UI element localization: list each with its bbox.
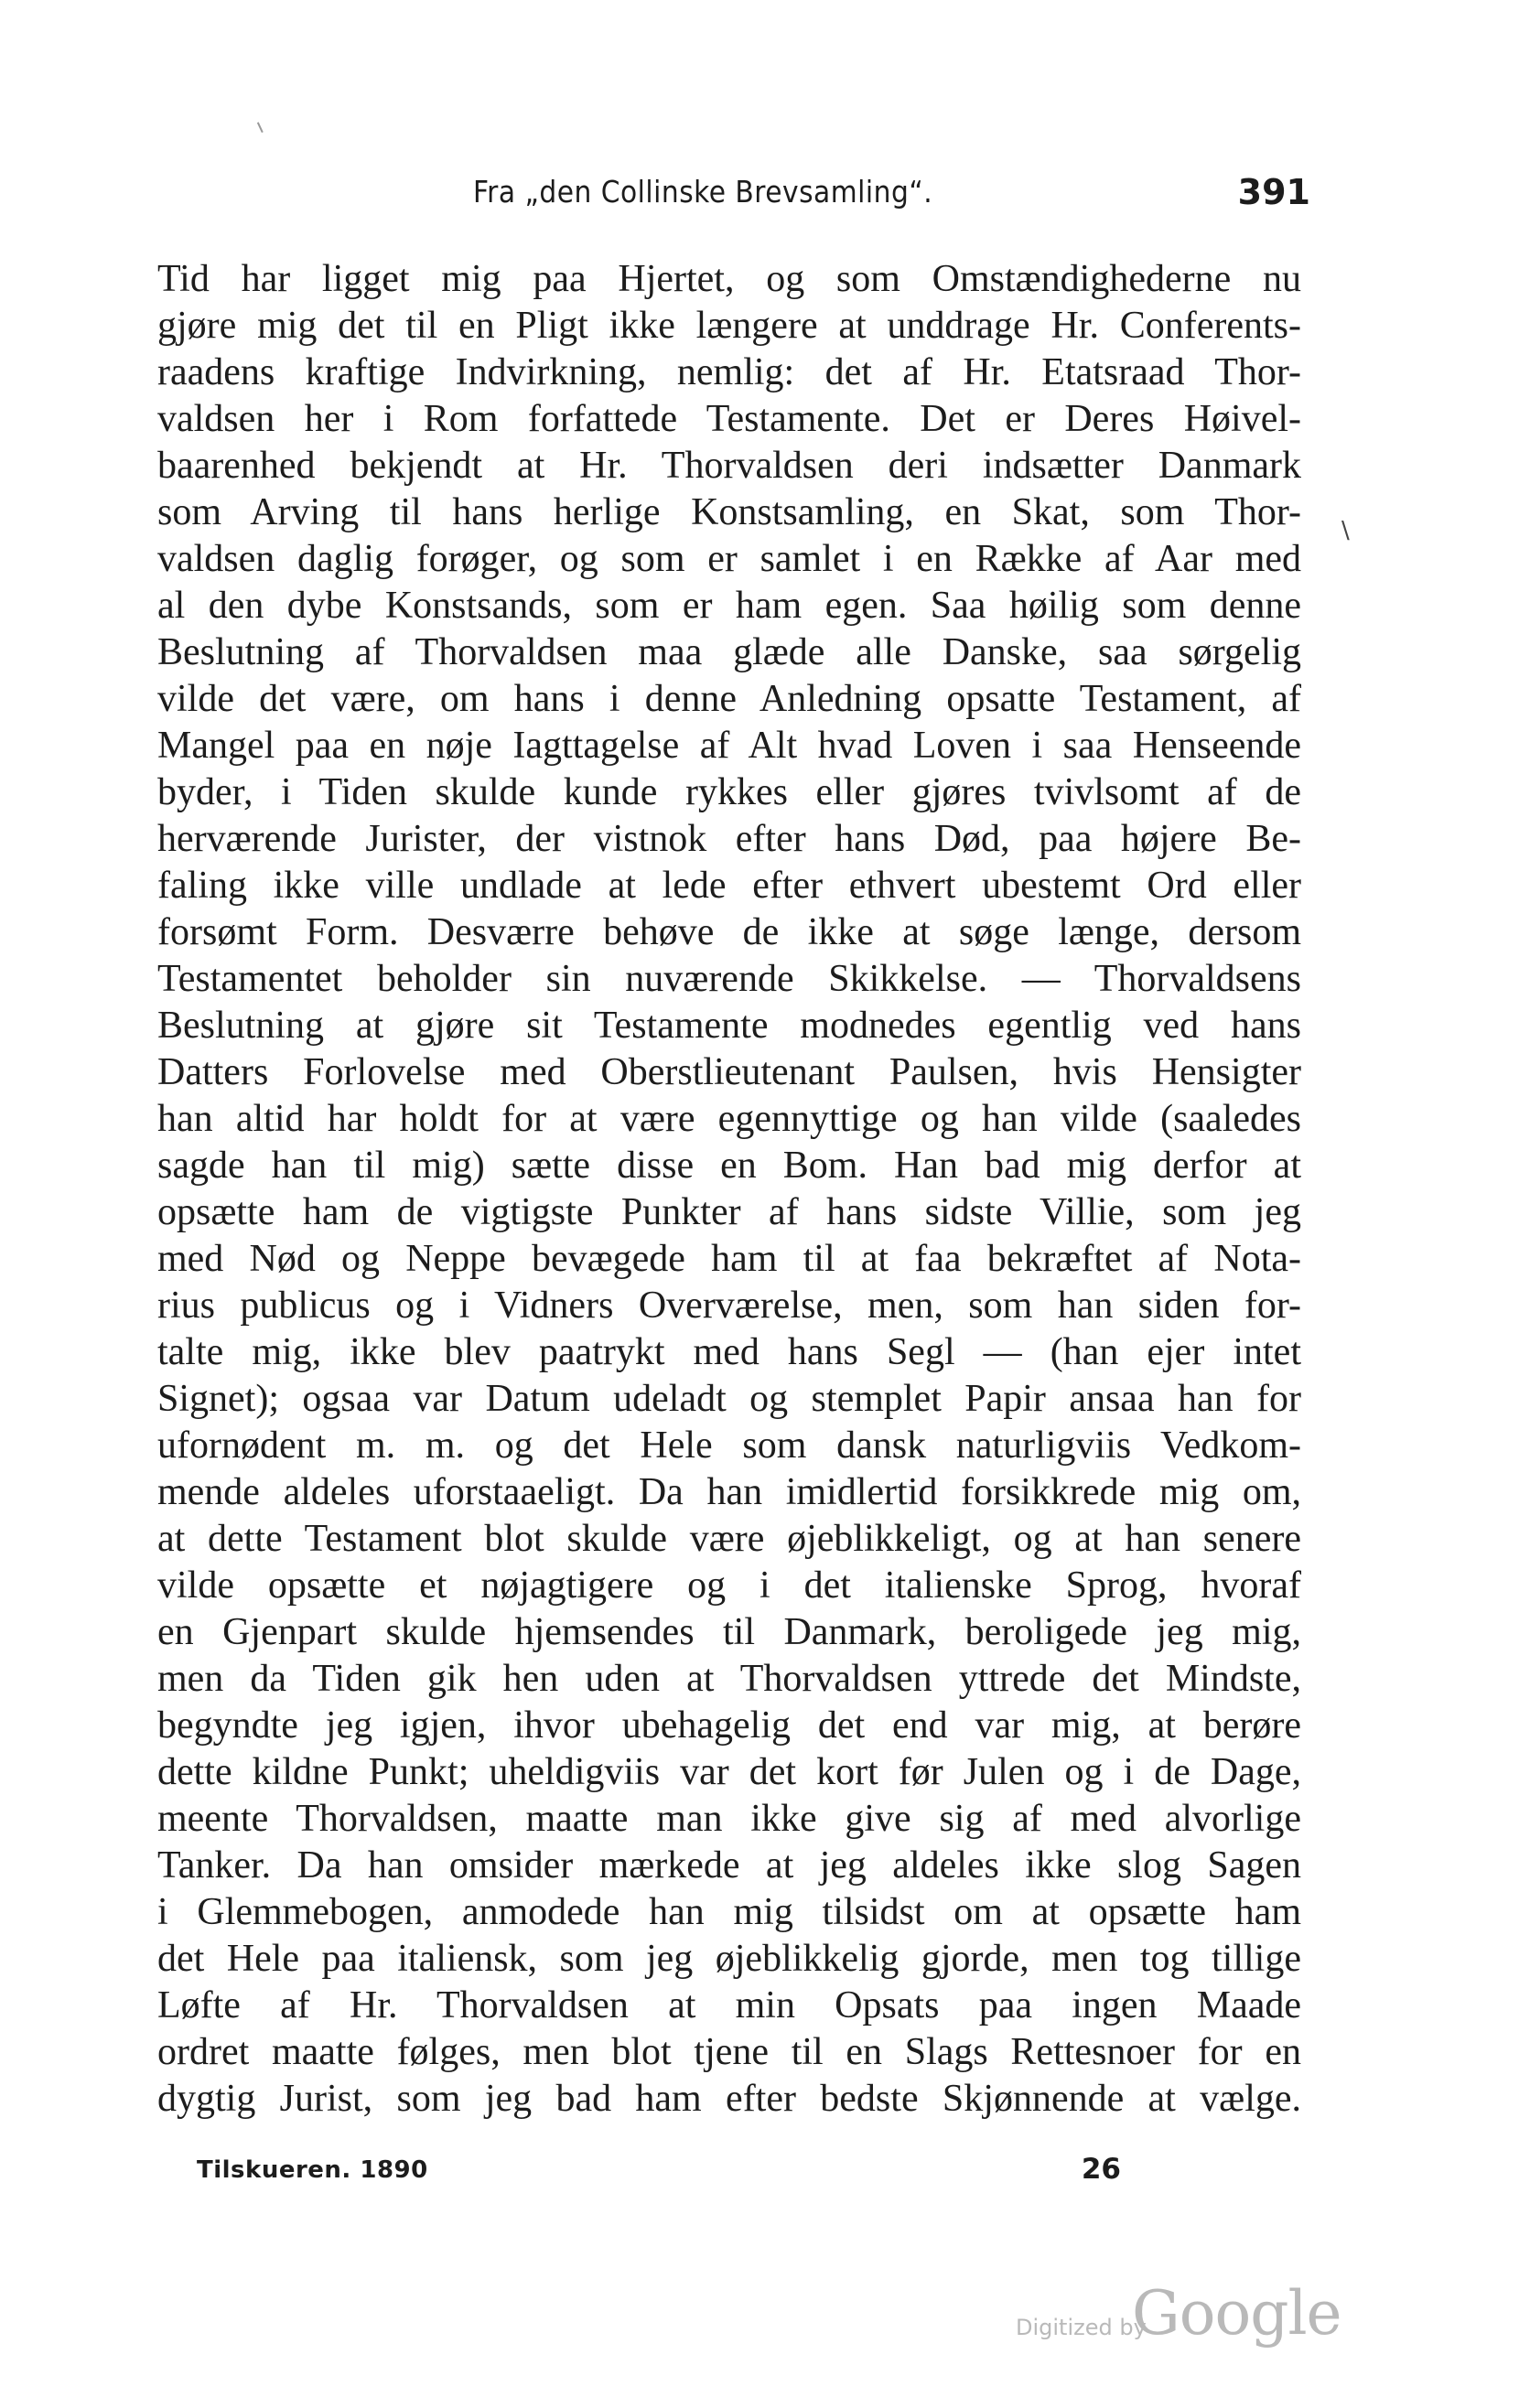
text-line: vilde opsætte et nøjagtigere og i det italienske Sprog, hvoraf [157,1564,1301,1607]
text-line: forsømt Form. Desværre behøve de ikke at søge længe, dersom [157,911,1301,953]
text-line: Beslutning af Thorvaldsen maa glæde alle Danske, saa sørgelig [157,631,1301,673]
text-line: Signet); ogsaa var Datum udeladt og stemplet Papir ansaa han for [157,1378,1301,1420]
text-line: valdsen her i Rom forfattede Testamente. Det er Deres Høivel- [157,398,1301,440]
watermark-brand: Google [1132,2278,1341,2349]
text-line: det Hele paa italiensk, som jeg øjeblikkelig gjorde, men tog tillige [157,1938,1301,1980]
text-line: byder, i Tiden skulde kunde rykkes eller gjøres tvivlsomt af de [157,771,1301,813]
text-line: Løfte af Hr. Thorvaldsen at min Opsats paa ingen Maade [157,1984,1301,2026]
text-line: men da Tiden gik hen uden at Thorvaldsen yttrede det Mindste, [157,1658,1301,1700]
text-line: ordret maatte følges, men blot tjene til en Slags Rettesnoer for en [157,2031,1301,2073]
text-line: Datters Forlovelse med Oberstlieutenant Paulsen, hvis Hensigter [157,1051,1301,1093]
margin-mark: \ [1341,517,1350,544]
text-line: gjøre mig det til en Pligt ikke længere at unddrage Hr. Conferents- [157,305,1301,347]
running-head [157,172,1310,220]
digitization-watermark [1016,2278,1400,2351]
text-line: rius publicus og i Vidners Overværelse, men, som han siden for- [157,1285,1301,1327]
printer-signature-line [197,2153,1121,2193]
signature-right: 26 [1081,2153,1121,2186]
text-line: begyndte jeg igjen, ihvor ubehagelig det end var mig, at berøre [157,1704,1301,1747]
text-line: al den dybe Konstsands, som er ham egen. Saa høilig som denne [157,585,1301,627]
text-line: ufornødent m. m. og det Hele som dansk naturligviis Vedkom- [157,1424,1301,1467]
stray-ink-mark [257,120,268,133]
text-line: baarenhed bekjendt at Hr. Thorvaldsen deri indsætter Danmark [157,445,1301,487]
text-line: at dette Testament blot skulde være øjeblikkeligt, og at han senere [157,1518,1301,1560]
text-line: opsætte ham de vigtigste Punkter af hans sidste Villie, som jeg [157,1191,1301,1233]
text-line: dette kildne Punkt; uheldigviis var det kort før Julen og i de Dage, [157,1751,1301,1793]
body-text [157,256,1301,2123]
text-line: Testamentet beholder sin nuværende Skikkelse. — Thorvaldsens [157,958,1301,1000]
text-line: som Arving til hans herlige Konstsamling, en Skat, som Thor- [157,491,1301,533]
running-title: Fra „den Collinske Brevsamling“. [473,174,933,210]
text-line: herværende Jurister, der vistnok efter hans Død, paa højere Be- [157,818,1301,860]
text-line: i Glemmebogen, anmodede han mig tilsidst om at opsætte ham [157,1891,1301,1933]
text-line: meente Thorvaldsen, maatte man ikke give sig af med alvorlige [157,1798,1301,1840]
text-line: Beslutning at gjøre sit Testamente modnedes egentlig ved hans [157,1005,1301,1047]
text-line: med Nød og Neppe bevægede ham til at faa bekræftet af Nota- [157,1238,1301,1280]
text-line: mende aldeles uforstaaeligt. Da han imidlertid forsikkrede mig om, [157,1471,1301,1513]
text-line: vilde det være, om hans i denne Anledning opsatte Testament, af [157,678,1301,720]
text-line: valdsen daglig forøger, og som er samlet i en Række af Aar med [157,538,1301,580]
text-line: Tanker. Da han omsider mærkede at jeg aldeles ikke slog Sagen [157,1844,1301,1887]
page-number: 391 [1237,172,1310,212]
text-line: faling ikke ville undlade at lede efter ethvert ubestemt Ord eller [157,865,1301,907]
text-line: han altid har holdt for at være egennyttige og han vilde (saaledes [157,1098,1301,1140]
watermark-prefix: Digitized by [1016,2315,1147,2340]
signature-left: Tilskueren. 1890 [197,2156,428,2184]
text-line: raadens kraftige Indvirkning, nemlig: det af Hr. Etatsraad Thor- [157,351,1301,393]
text-line: Tid har ligget mig paa Hjertet, og som Omstændighederne nu [157,258,1301,300]
text-line: en Gjenpart skulde hjemsendes til Danmark, beroligede jeg mig, [157,1611,1301,1653]
text-line: sagde han til mig) sætte disse en Bom. Han bad mig derfor at [157,1145,1301,1187]
text-line: Mangel paa en nøje Iagttagelse af Alt hvad Loven i saa Henseende [157,725,1301,767]
text-line: dygtig Jurist, som jeg bad ham efter bedste Skjønnende at vælge. [157,2078,1301,2120]
text-line: talte mig, ikke blev paatrykt med hans Segl — (han ejer intet [157,1331,1301,1373]
